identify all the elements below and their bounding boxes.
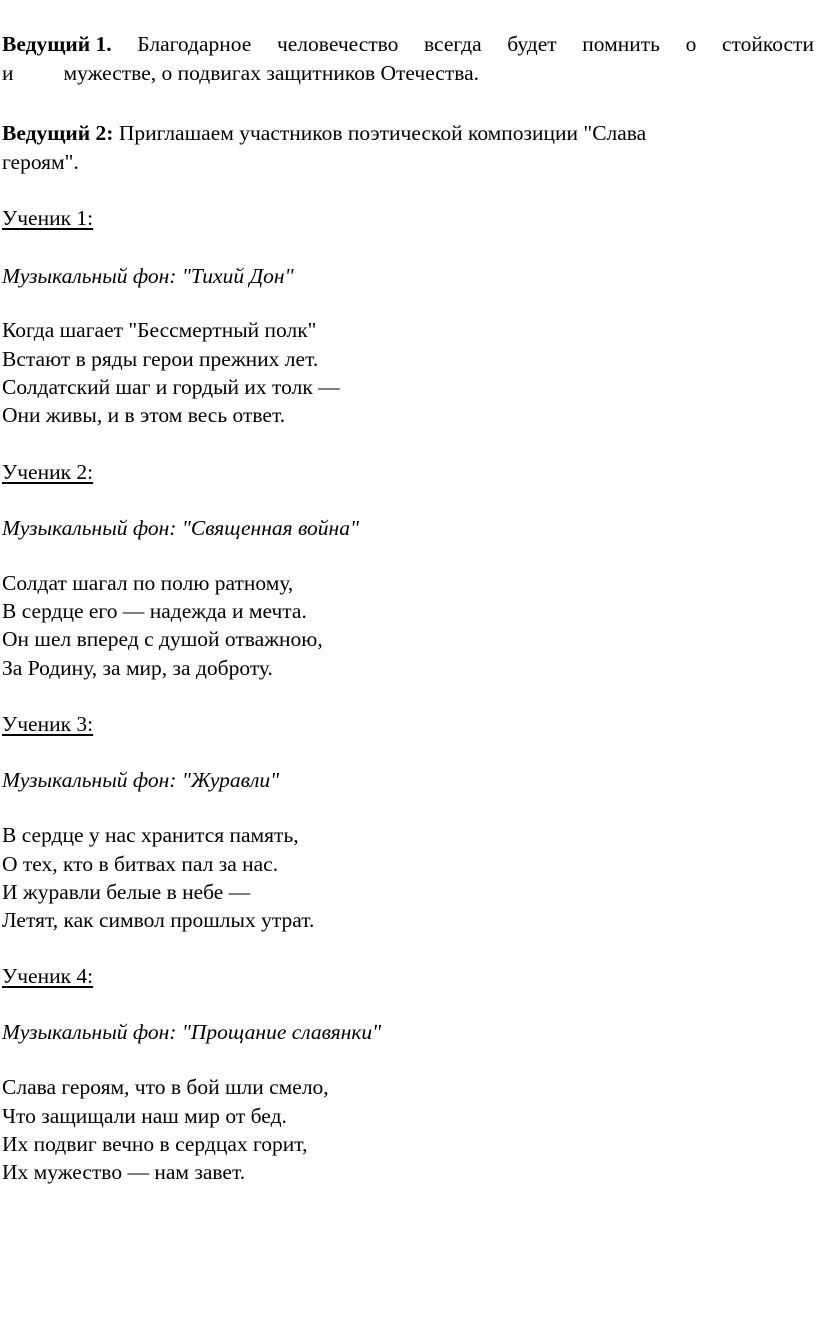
host1-word: стойкости [721, 32, 814, 56]
student-label: Ученик 2: [2, 460, 94, 484]
student-label: Ученик 4: [2, 964, 94, 988]
verse-line: О тех, кто в битвах пал за нас. [2, 852, 279, 876]
host1-word: будет [507, 32, 557, 56]
host1-line2-first: и [2, 61, 14, 85]
host1-line2-rest: мужестве, о подвигах защитников Отечества. [63, 61, 480, 85]
verse-line: В сердце у нас хранится память, [2, 823, 299, 847]
host2-text-continued: героям". [2, 150, 79, 174]
host1-line1 [2, 30, 814, 59]
verse-line: И журавли белые в небе — [2, 880, 251, 904]
music-note: Музыкальный фон: "Прощание славянки" [2, 1020, 382, 1044]
verse-line: Слава героям, что в бой шли смело, [2, 1075, 329, 1099]
verse-line: Он шел вперед с душой отважною, [2, 627, 323, 651]
host1-word: о [685, 32, 697, 56]
host1-word: Благодарное [137, 32, 252, 56]
verse-line: Их мужество — нам завет. [2, 1160, 246, 1184]
music-note: Музыкальный фон: "Журавли" [2, 768, 280, 792]
verse-line: Их подвиг вечно в сердцах горит, [2, 1132, 308, 1156]
verse-line: Летят, как символ прошлых утрат. [2, 908, 315, 932]
verse-line: Когда шагает "Бессмертный полк" [2, 318, 317, 342]
verse-line: Солдат шагал по полю ратному, [2, 571, 294, 595]
verse-line: За Родину, за мир, за доброту. [2, 656, 273, 680]
student-label: Ученик 3: [2, 712, 94, 736]
music-note: Музыкальный фон: "Священная война" [2, 516, 359, 540]
host1-word: всегда [424, 32, 482, 56]
verse-line: Они живы, и в этом весь ответ. [2, 403, 286, 427]
verse-line: В сердце его — надежда и мечта. [2, 599, 307, 623]
host2-line1 [2, 119, 646, 148]
host1-word: человечество [276, 32, 399, 56]
verse-line: Встают в ряды герои прежних лет. [2, 347, 319, 371]
host2-text: Приглашаем участников поэтической композиции "Слава [113, 121, 647, 145]
host2-speaker: Ведущий 2: [2, 121, 114, 145]
host1-word: помнить [582, 32, 660, 56]
student-label: Ученик 1: [2, 206, 94, 230]
verse-line: Солдатский шаг и гордый их толк — [2, 375, 340, 399]
host1-speaker: Ведущий 1. [2, 32, 112, 56]
host2-line2 [2, 148, 79, 177]
host1-line2 [2, 59, 479, 88]
music-note: Музыкальный фон: "Тихий Дон" [2, 264, 294, 288]
verse-line: Что защищали наш мир от бед. [2, 1104, 287, 1128]
